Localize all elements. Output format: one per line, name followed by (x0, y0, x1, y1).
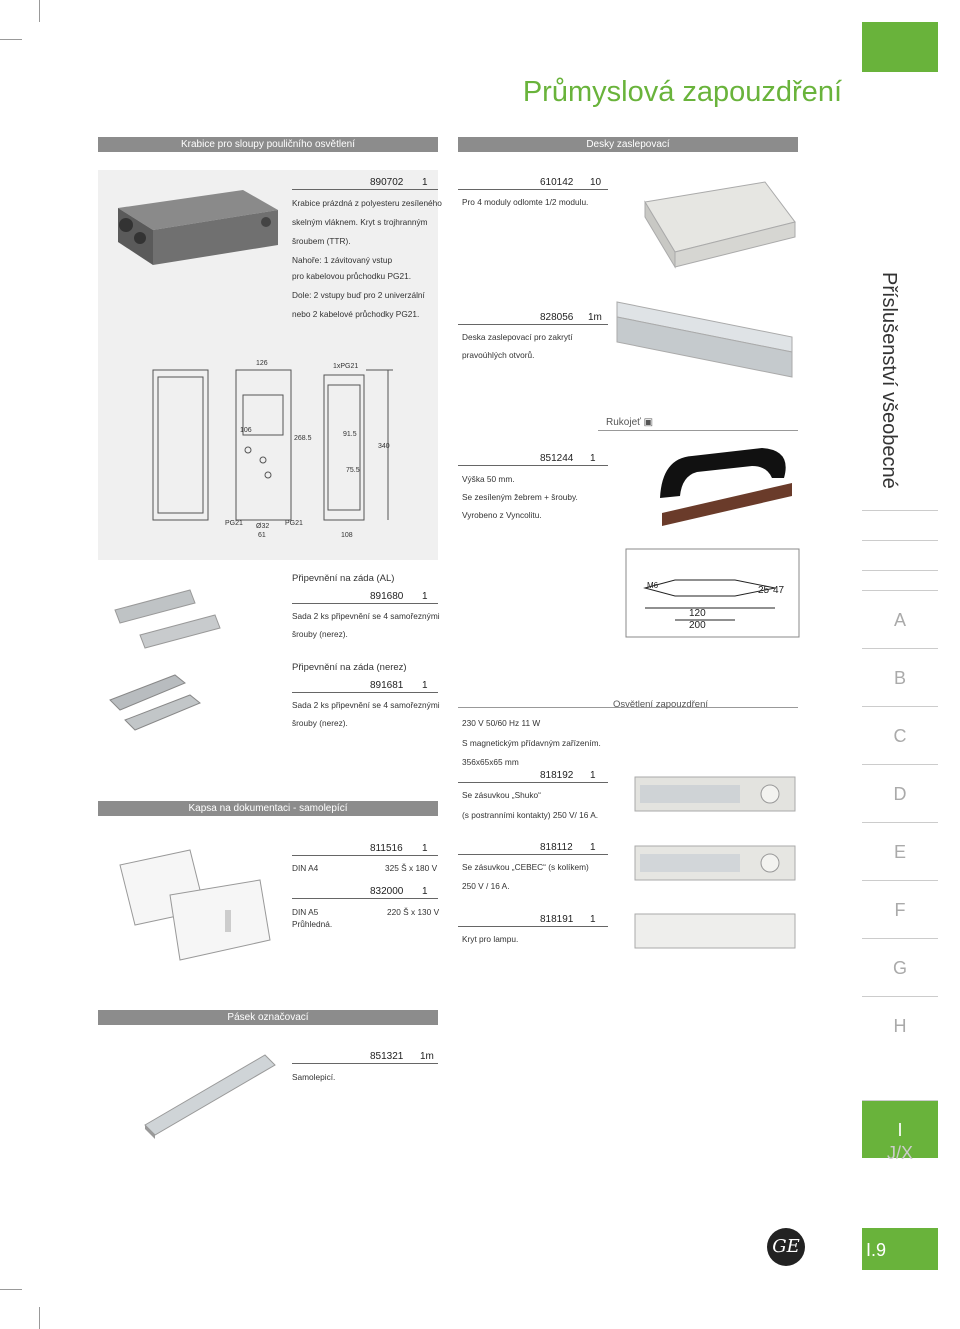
dim-label: 126 (256, 360, 268, 367)
crop-mark (0, 39, 22, 40)
code-line (292, 176, 438, 190)
box-description (292, 197, 442, 327)
code-line (458, 913, 608, 927)
pasek-label: Samolepicí. (292, 1072, 336, 1082)
rukojet-label: Rukojeť (606, 417, 641, 428)
dim-label: 1xPG21 (333, 363, 359, 370)
desc-line: Deska zaslepovací pro zakrytí (462, 332, 573, 342)
product-code: 891681 (370, 680, 404, 691)
code-line (292, 1050, 438, 1064)
section-bar-osvetleni (458, 694, 798, 708)
dim-label: 106 (240, 427, 252, 434)
handle-image (652, 438, 800, 528)
kapsa-size: 220 Š x 130 V (387, 907, 440, 917)
pripevneni-heading: Připevnění na záda (AL) (292, 573, 395, 584)
desc-line: pro kabelovou průchodku PG21. (292, 271, 412, 281)
dim-label: 61 (258, 532, 266, 539)
index-tab-a[interactable]: A (862, 590, 938, 648)
section-bar-pasek: Pásek označovací (98, 1010, 438, 1025)
product-qty: 1 (422, 591, 428, 602)
divider (598, 430, 798, 431)
code-line (292, 679, 438, 693)
page-number: I.9 (866, 1240, 887, 1260)
product-code: 610142 (540, 177, 574, 188)
lamp-cebec-image (630, 838, 800, 888)
index-tab-f[interactable]: F (862, 880, 938, 938)
desc-line: Se zesíleným žebrem + šrouby. (462, 492, 578, 502)
desc-line: Sada 2 ks připevnění se 4 samořeznými (292, 700, 440, 710)
code-line (292, 590, 438, 604)
code-line (458, 841, 608, 855)
divider (862, 570, 938, 571)
dim-label: 25 (758, 585, 770, 596)
product-code: 811516 (370, 843, 403, 854)
desc-line: pravoúhlých otvorů. (462, 350, 535, 360)
crop-mark (39, 1307, 40, 1329)
divider (862, 540, 938, 541)
bracket-nerez-image (105, 665, 225, 745)
product-qty: 1 (590, 770, 596, 781)
kapsa-label: Průhledná. (292, 919, 333, 929)
section-bar-kapsa: Kapsa na dokumentaci - samolepící (98, 801, 438, 816)
desc-line: 230 V 50/60 Hz 11 W (462, 718, 541, 728)
desc-line: nebo 2 kabelové průchodky PG21. (292, 309, 420, 319)
desc-line: skelným vláknem. Kryt s trojhranným (292, 217, 428, 227)
page-title: Průmyslová zapouzdření (522, 76, 842, 108)
desc-line: Dole: 2 vstupy buď pro 2 univerzální (292, 290, 425, 300)
desc-line: 250 V / 16 A. (462, 881, 510, 891)
product-qty: 1 (422, 680, 428, 691)
handle-desc (462, 473, 578, 521)
section-bar-desky: Desky zaslepovací (458, 137, 798, 152)
code-line (458, 452, 608, 466)
pripevneni-desc (292, 699, 440, 729)
blanking-strip-image (612, 292, 800, 388)
dim-label: PG21 (225, 520, 243, 527)
desc-line: šrouby (nerez). (292, 629, 348, 639)
desc-line: Kryt pro lampu. (462, 934, 519, 944)
desky-desc (462, 331, 573, 361)
dim-label: 47 (773, 585, 785, 596)
desc-line: Nahoře: 1 závitovaný vstup (292, 255, 393, 265)
kapsa-label: DIN A4 (292, 863, 319, 873)
desc-line: Pro 4 moduly odlomte 1/2 modulu. (462, 197, 589, 207)
dim-label: 75.5 (346, 467, 360, 474)
document-pocket-image (110, 845, 275, 970)
osvetleni-label: Osvětlení zapouzdření (612, 699, 708, 710)
ge-logo: GE (767, 1228, 805, 1266)
index-tab-h[interactable]: H (862, 996, 938, 1054)
desc-line: Se zásuvkou „Shuko“ (462, 790, 541, 800)
lamp-desc (462, 861, 589, 892)
dim-label: 91.5 (343, 431, 357, 438)
dim-label: PG21 (285, 520, 303, 527)
code-line (458, 769, 608, 783)
index-tab-g[interactable]: G (862, 938, 938, 996)
index-tab-i[interactable]: I (862, 1100, 938, 1158)
desc-line: Sada 2 ks připevnění se 4 samořeznými (292, 611, 440, 621)
product-code: 890702 (370, 177, 404, 188)
kapsa-label: DIN A5 (292, 907, 319, 917)
box-photo (118, 190, 278, 265)
code-line (458, 176, 608, 190)
pripevneni-heading: Připevnění na záda (nerez) (292, 662, 407, 673)
dim-label: 200 (689, 620, 706, 631)
index-tab-b[interactable]: B (862, 648, 938, 706)
osvetleni-desc (462, 717, 601, 768)
product-code: 818192 (540, 770, 574, 781)
dim-label: 268.5 (294, 435, 312, 442)
code-line (458, 311, 608, 325)
section-bar-rukojet (598, 415, 798, 430)
product-qty: 1 (590, 842, 596, 853)
product-qty: 1m (420, 1051, 434, 1062)
desc-line: 356x65x65 mm (462, 757, 519, 767)
dim-label: 120 (689, 608, 706, 619)
label-strip-image (140, 1045, 280, 1140)
index-tab-c[interactable]: C (862, 706, 938, 764)
dim-label: Ø32 (256, 523, 270, 530)
desc-line: šrouby (nerez). (292, 718, 348, 728)
desc-line: Se zásuvkou „CEBEC“ (s kolíkem) (462, 862, 589, 872)
index-tab-jx[interactable]: J/X (886, 1143, 913, 1163)
code-line (292, 885, 438, 899)
product-qty: 1 (422, 886, 428, 897)
product-code: 851321 (370, 1051, 404, 1062)
section-bar-krabice: Krabice pro sloupy pouličního osvětlení (98, 137, 438, 152)
kapsa-size: 325 Š x 180 V (385, 863, 438, 873)
product-qty: 10 (590, 177, 602, 188)
pripevneni-desc (292, 610, 440, 640)
side-title: Příslušenství všeobecné (878, 272, 900, 489)
desc-line: Krabice prázdná z polyesteru zesíleného (292, 198, 442, 208)
product-code: 851244 (540, 453, 574, 464)
index-tab-d[interactable]: D (862, 764, 938, 822)
desc-line: šroubem (TTR). (292, 236, 351, 246)
index-tab-e[interactable]: E (862, 822, 938, 880)
desc-line: Vyrobeno z Vyncolitu. (462, 510, 542, 520)
crop-mark (39, 0, 40, 22)
product-qty: 1 (590, 453, 596, 464)
product-qty: 1 (422, 843, 428, 854)
box-drawing (153, 370, 393, 520)
lamp-shuko-image (630, 765, 800, 825)
bracket-dimension-drawing (625, 548, 800, 638)
product-code: 818112 (540, 842, 573, 853)
product-code: 818191 (540, 914, 574, 925)
crop-mark (0, 1289, 22, 1290)
dim-label: M6 (647, 581, 659, 590)
desc-line: (s postranními kontakty) 250 V/ 16 A. (462, 810, 599, 820)
code-line (292, 842, 438, 856)
divider (862, 510, 938, 511)
desc-line: S magnetickým přídavným zařízením. (462, 738, 601, 748)
product-qty: 1m (588, 312, 602, 323)
blanking-plate-image (625, 172, 800, 282)
lamp-desc (462, 789, 598, 821)
box-icon: ▣ (643, 417, 654, 428)
product-code: 832000 (370, 886, 404, 897)
product-qty: 1 (590, 914, 596, 925)
dim-label: 108 (341, 532, 353, 539)
lamp-cover-image (630, 900, 800, 960)
kapsa-desc (292, 906, 332, 930)
bracket-al-image (110, 585, 230, 665)
product-code: 891680 (370, 591, 404, 602)
accent-block (862, 22, 938, 72)
product-qty: 1 (422, 177, 428, 188)
dim-label: 340 (378, 443, 390, 450)
desc-line: Výška 50 mm. (462, 474, 515, 484)
product-code: 828056 (540, 312, 574, 323)
